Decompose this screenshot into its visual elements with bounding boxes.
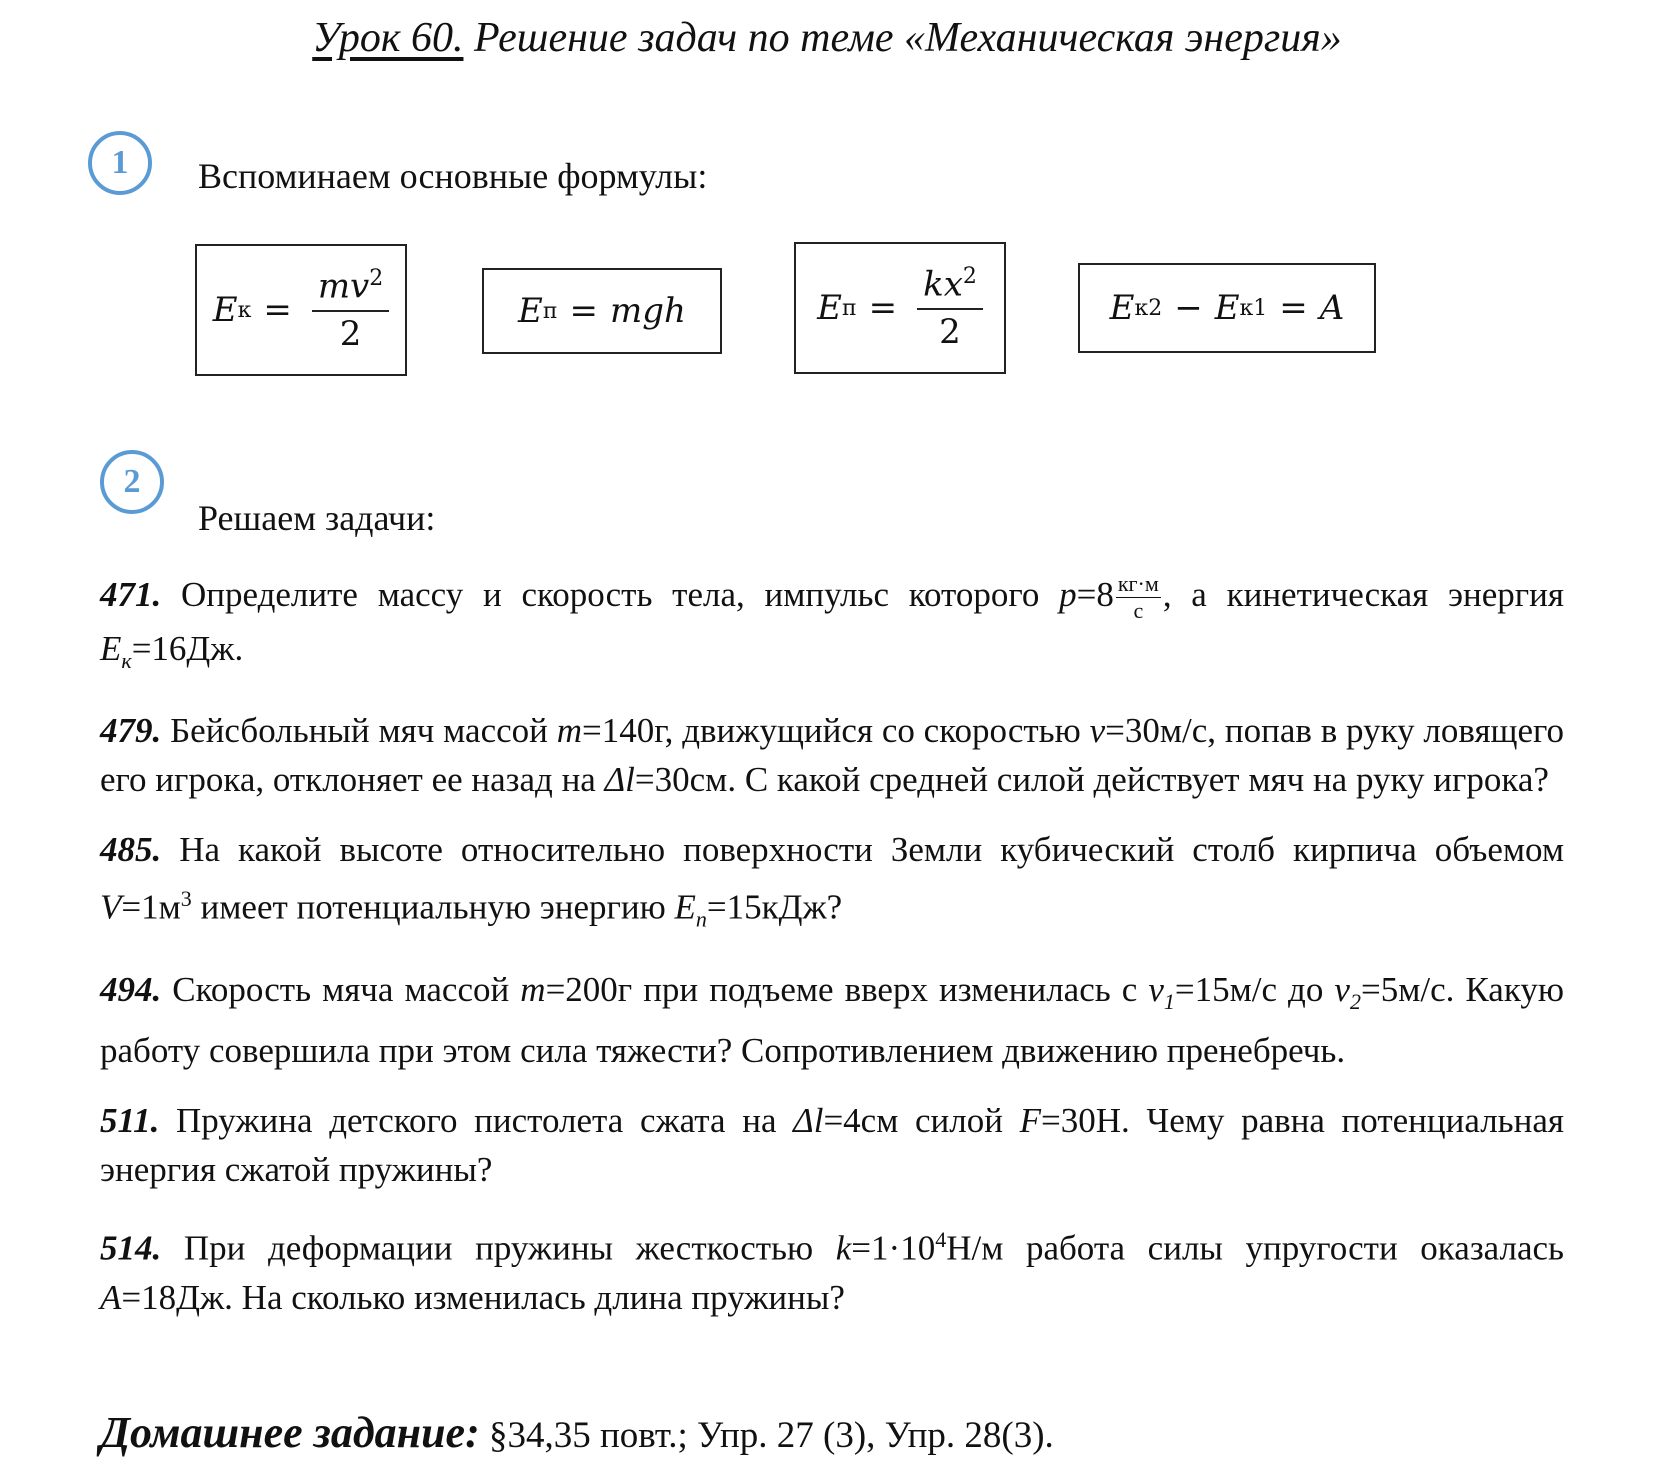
fraction-denominator: 2 xyxy=(939,312,961,353)
section-1-badge xyxy=(88,131,152,195)
problem-471 xyxy=(100,570,1564,685)
problem-number: 485. xyxy=(100,830,162,870)
formula-symbol: E xyxy=(518,291,543,331)
unit-fraction xyxy=(1116,571,1161,624)
formula-work-energy-theorem xyxy=(1078,263,1376,353)
problem-text: =15кДж? xyxy=(706,888,843,928)
formula-fraction xyxy=(312,266,389,354)
variable: v xyxy=(1334,970,1350,1010)
problem-text: Скорость мяча массой xyxy=(161,970,521,1010)
section-2-number: 2 xyxy=(123,463,141,500)
fraction-numerator: mv xyxy=(317,266,370,307)
variable-subscript: 1 xyxy=(1163,989,1175,1015)
problem-text: =30см. С какой средней силой действует мяч на руку игрока? xyxy=(634,760,1549,800)
formula-fraction xyxy=(917,264,983,352)
problem-text: =140г, движущийся со скоростью xyxy=(582,711,1090,751)
formula-kinetic-energy xyxy=(195,244,407,376)
formula-subscript: к xyxy=(237,297,252,323)
problem-479 xyxy=(100,706,1564,804)
problem-number: 511. xyxy=(100,1101,160,1141)
problem-511 xyxy=(100,1096,1564,1194)
problem-text: Бейсбольный мяч массой xyxy=(161,711,557,751)
problem-number: 479. xyxy=(100,711,162,751)
problem-text: =1·10 xyxy=(851,1228,936,1268)
section-1-number: 1 xyxy=(111,144,129,181)
variable: A xyxy=(100,1277,122,1317)
fraction-denominator: 2 xyxy=(339,314,362,355)
problem-text: имеет потенциальную энергию xyxy=(191,888,675,928)
problem-514 xyxy=(100,1215,1564,1322)
fraction-numerator: kx xyxy=(923,264,963,305)
variable-subscript: п xyxy=(695,907,707,933)
variable: m xyxy=(520,970,546,1010)
formula-rhs: mgh xyxy=(610,291,686,331)
unit-denominator: с xyxy=(1133,598,1144,624)
formula-symbol: E xyxy=(1214,288,1240,328)
variable: k xyxy=(835,1228,852,1268)
formula-symbol: E xyxy=(817,288,842,328)
problem-text: =200г при подъеме вверх изменилась с xyxy=(545,970,1149,1010)
problem-494 xyxy=(100,965,1564,1075)
section-1-heading: Вспоминаем основные формулы: xyxy=(198,156,708,196)
problem-text: =1м xyxy=(121,888,181,928)
variable: Δl xyxy=(793,1101,824,1141)
problem-text: Определите массу и скорость тела, импульс которого xyxy=(161,575,1060,614)
equals-sign: = xyxy=(868,288,898,328)
variable: p xyxy=(1059,575,1077,614)
problem-number: 514. xyxy=(100,1228,162,1268)
formula-subscript: п xyxy=(841,295,857,321)
problem-number: 471. xyxy=(100,575,162,614)
variable-subscript: к xyxy=(121,648,132,674)
formula-potential-energy-gravity xyxy=(482,268,722,354)
variable: m xyxy=(556,711,582,751)
problem-text: Н/м работа силы упругости оказалась xyxy=(946,1228,1564,1268)
problem-485 xyxy=(100,825,1564,944)
formula-rhs: A xyxy=(1319,288,1345,328)
minus-sign: − xyxy=(1174,288,1203,328)
variable: F xyxy=(1019,1101,1042,1141)
homework-label: Домашнее задание: xyxy=(100,1408,480,1457)
homework xyxy=(100,1407,1054,1458)
lesson-title xyxy=(0,14,1654,62)
variable: E xyxy=(674,888,696,928)
section-2-heading: Решаем задачи: xyxy=(198,498,436,538)
problem-text: =18Дж. На сколько изменилась длина пружины? xyxy=(121,1277,845,1317)
equals-sign: = xyxy=(263,290,292,330)
problem-number: 494. xyxy=(100,970,162,1010)
variable-subscript: 2 xyxy=(1349,989,1361,1015)
variable: E xyxy=(100,629,122,669)
problem-text: =30Н. Чему равна потенциальная энергия сжатой пружины? xyxy=(100,1101,1564,1190)
fraction-power: 2 xyxy=(369,265,384,291)
superscript: 3 xyxy=(180,886,192,912)
variable: V xyxy=(100,888,122,928)
problem-text: =30м/с, попав в руку ловящего его игрока, отклоняет ее назад на xyxy=(100,711,1565,800)
problem-text: =5м/с. Какую работу совершила при этом сила тяжести? Сопротивлением движению пренебречь. xyxy=(100,970,1564,1071)
formula-subscript: к1 xyxy=(1239,295,1268,321)
equals-sign: = xyxy=(569,291,599,331)
problem-text: =16Дж. xyxy=(131,629,244,669)
superscript: 4 xyxy=(935,1227,947,1253)
formula-subscript: к2 xyxy=(1134,295,1163,321)
problem-text: , а кинетическая энергия xyxy=(1162,575,1564,614)
problem-text: =15м/с до xyxy=(1174,970,1335,1010)
fraction-power: 2 xyxy=(962,263,977,289)
formula-potential-energy-spring xyxy=(794,242,1006,374)
homework-text: §34,35 повт.; Упр. 27 (3), Упр. 28(3). xyxy=(479,1415,1054,1456)
problem-text: На какой высоте относительно поверхности Земли кубический столб кирпича объемом xyxy=(161,830,1564,870)
formula-symbol: E xyxy=(212,290,238,330)
lesson-topic: Решение задач по теме «Механическая энергия» xyxy=(463,15,1342,61)
problem-list xyxy=(100,570,1564,1343)
variable: v xyxy=(1148,970,1164,1010)
variable: v xyxy=(1089,711,1106,751)
unit-numerator: кг·м xyxy=(1117,571,1159,597)
equals-sign: = xyxy=(1279,288,1308,328)
problem-text: =4см силой xyxy=(823,1101,1020,1141)
problem-text: При деформации пружины жесткостью xyxy=(161,1228,836,1268)
formula-symbol: E xyxy=(1109,288,1135,328)
section-2-badge xyxy=(100,450,164,514)
formula-subscript: п xyxy=(542,298,558,324)
variable: Δl xyxy=(604,760,635,800)
lesson-number: Урок 60. xyxy=(312,15,464,61)
problem-text: Пружина детского пистолета сжата на xyxy=(159,1101,794,1141)
problem-text: =8 xyxy=(1076,575,1114,614)
